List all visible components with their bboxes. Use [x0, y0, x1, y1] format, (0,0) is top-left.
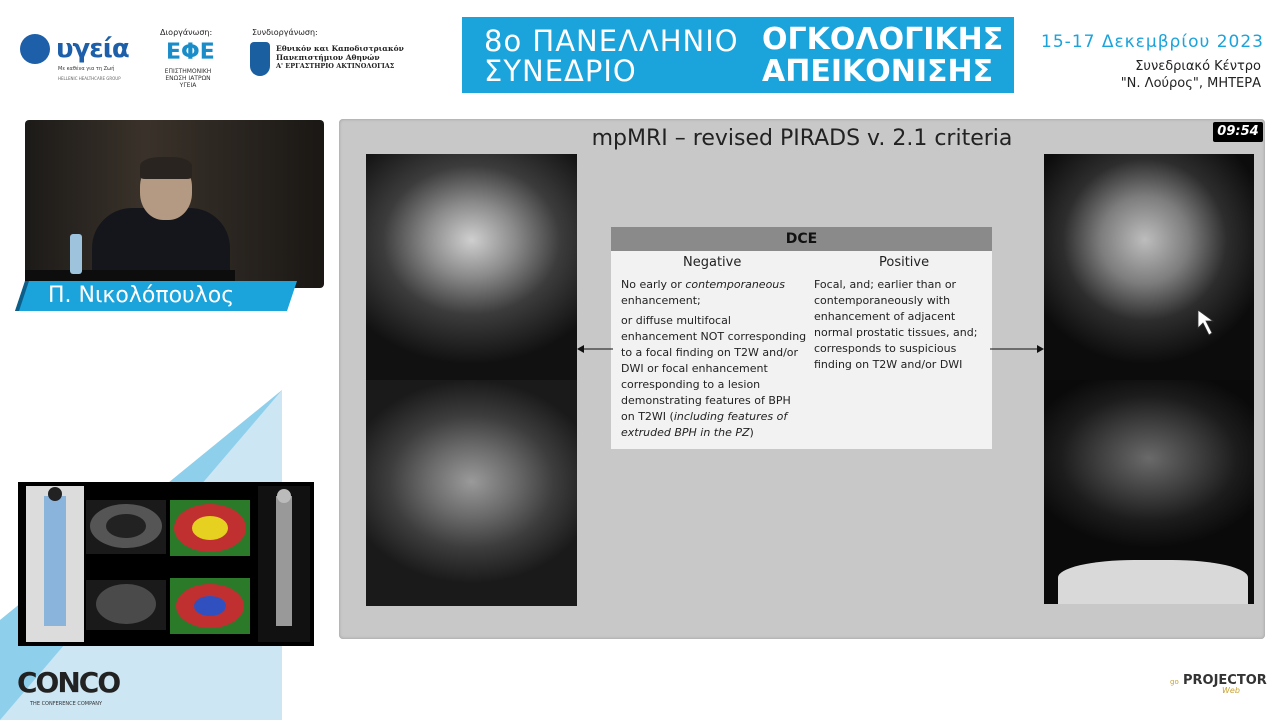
negative-p2-a: or diffuse multifocal enhancement NOT corresponding to a focal finding on T2W and/or DWI or focal enhancement corresponding to a lesion demonstrating features of BPH on T2WI ( [621, 314, 807, 423]
banner-line3: ΟΓΚΟΛΟΓΙΚΗΣ [762, 22, 1004, 57]
projector-prefix: go [1170, 678, 1179, 686]
negative-column-heading: Negative [683, 255, 742, 270]
negative-p1-a: No early or [621, 278, 686, 291]
eee-subtitle: ΕΠΙΣΤΗΜΟΝΙΚΗ ΕΝΩΣΗ ΙΑΤΡΩΝ ΥΓΕΙΑ [164, 68, 212, 89]
slide-title: mpMRI – revised PIRADS v. 2.1 criteria [591, 126, 1013, 151]
ygeia-subtag: HELLENIC HEALTHCARE GROUP [58, 76, 121, 81]
banner-line2: ΣΥΝΕΔΡΙΟ [484, 54, 637, 88]
speaker-name: Π. Νικολόπουλος [48, 283, 235, 308]
venue-line2: "Ν. Λούρος", ΜΗΤΕΡΑ [1120, 76, 1261, 91]
ygeia-tagline: Με καθένα για τη Ζωή [58, 66, 115, 72]
conco-subtitle: THE CONFERENCE COMPANY [30, 701, 103, 707]
university-name [276, 44, 406, 71]
negative-p1-c: enhancement; [621, 294, 701, 307]
university-line1: Εθνικόν και Καποδιστριακόν [276, 44, 404, 53]
imaging-collage [18, 482, 314, 646]
university-crest-icon [250, 42, 270, 76]
mri-image-left-top [366, 154, 577, 380]
water-bottle [70, 234, 82, 274]
positive-criteria-text: Focal, and; earlier than or contemporaneously with enhancement of adjacent normal prostatic tissues, and; corresponds to suspicious finding on T2W and/or DWI [814, 278, 978, 371]
negative-criteria-text [621, 277, 807, 441]
negative-paragraph-1 [621, 277, 807, 309]
presentation-timer: 09:54 [1213, 122, 1263, 142]
banner-line1: 8ο ΠΑΝΕΛΛΗΝΙΟ [484, 24, 739, 58]
co-organization-label: Συνδιοργάνωση: [252, 28, 318, 37]
speaker-hair [140, 157, 192, 179]
projector-logo: PROJECTOR [1183, 673, 1267, 688]
university-line3: Α' ΕΡΓΑΣΤΗΡΙΟ ΑΚΤΙΝΟΛΟΓΙΑΣ [276, 62, 395, 70]
dce-table-header: DCE [611, 227, 992, 251]
university-line2: Πανεπιστήμιον Αθηνών [276, 53, 380, 62]
organization-label: Διοργάνωση: [160, 28, 213, 37]
positive-column-heading: Positive [879, 255, 930, 270]
ygeia-logo-text: υγεία [56, 34, 129, 64]
eee-logo: ΕΦΕ [166, 40, 215, 65]
mri-image-right-top [1044, 154, 1254, 380]
negative-paragraph-2 [621, 313, 807, 441]
conco-logo: CONCO [17, 666, 120, 699]
conference-dates: 15-17 Δεκεμβρίου 2023 [1041, 32, 1264, 52]
mri-image-right-bottom-bright-region [1058, 560, 1248, 604]
banner-line4: ΑΠΕΙΚΟΝΙΣΗΣ [762, 54, 994, 89]
projector-sub: Web [1222, 686, 1240, 695]
mri-image-left-bottom [366, 380, 577, 606]
negative-p2-c: ) [749, 426, 754, 439]
pointer-arrow-icon [1196, 308, 1218, 338]
negative-p2-italic: including features of extruded BPH in the PZ [621, 410, 788, 439]
negative-p1-italic: contemporaneous [685, 278, 786, 291]
left-connector-arrow [577, 344, 613, 354]
right-connector-arrow [990, 344, 1044, 354]
ygeia-logo-icon [20, 34, 50, 64]
venue-line1: Συνεδριακό Κέντρο [1135, 59, 1261, 74]
